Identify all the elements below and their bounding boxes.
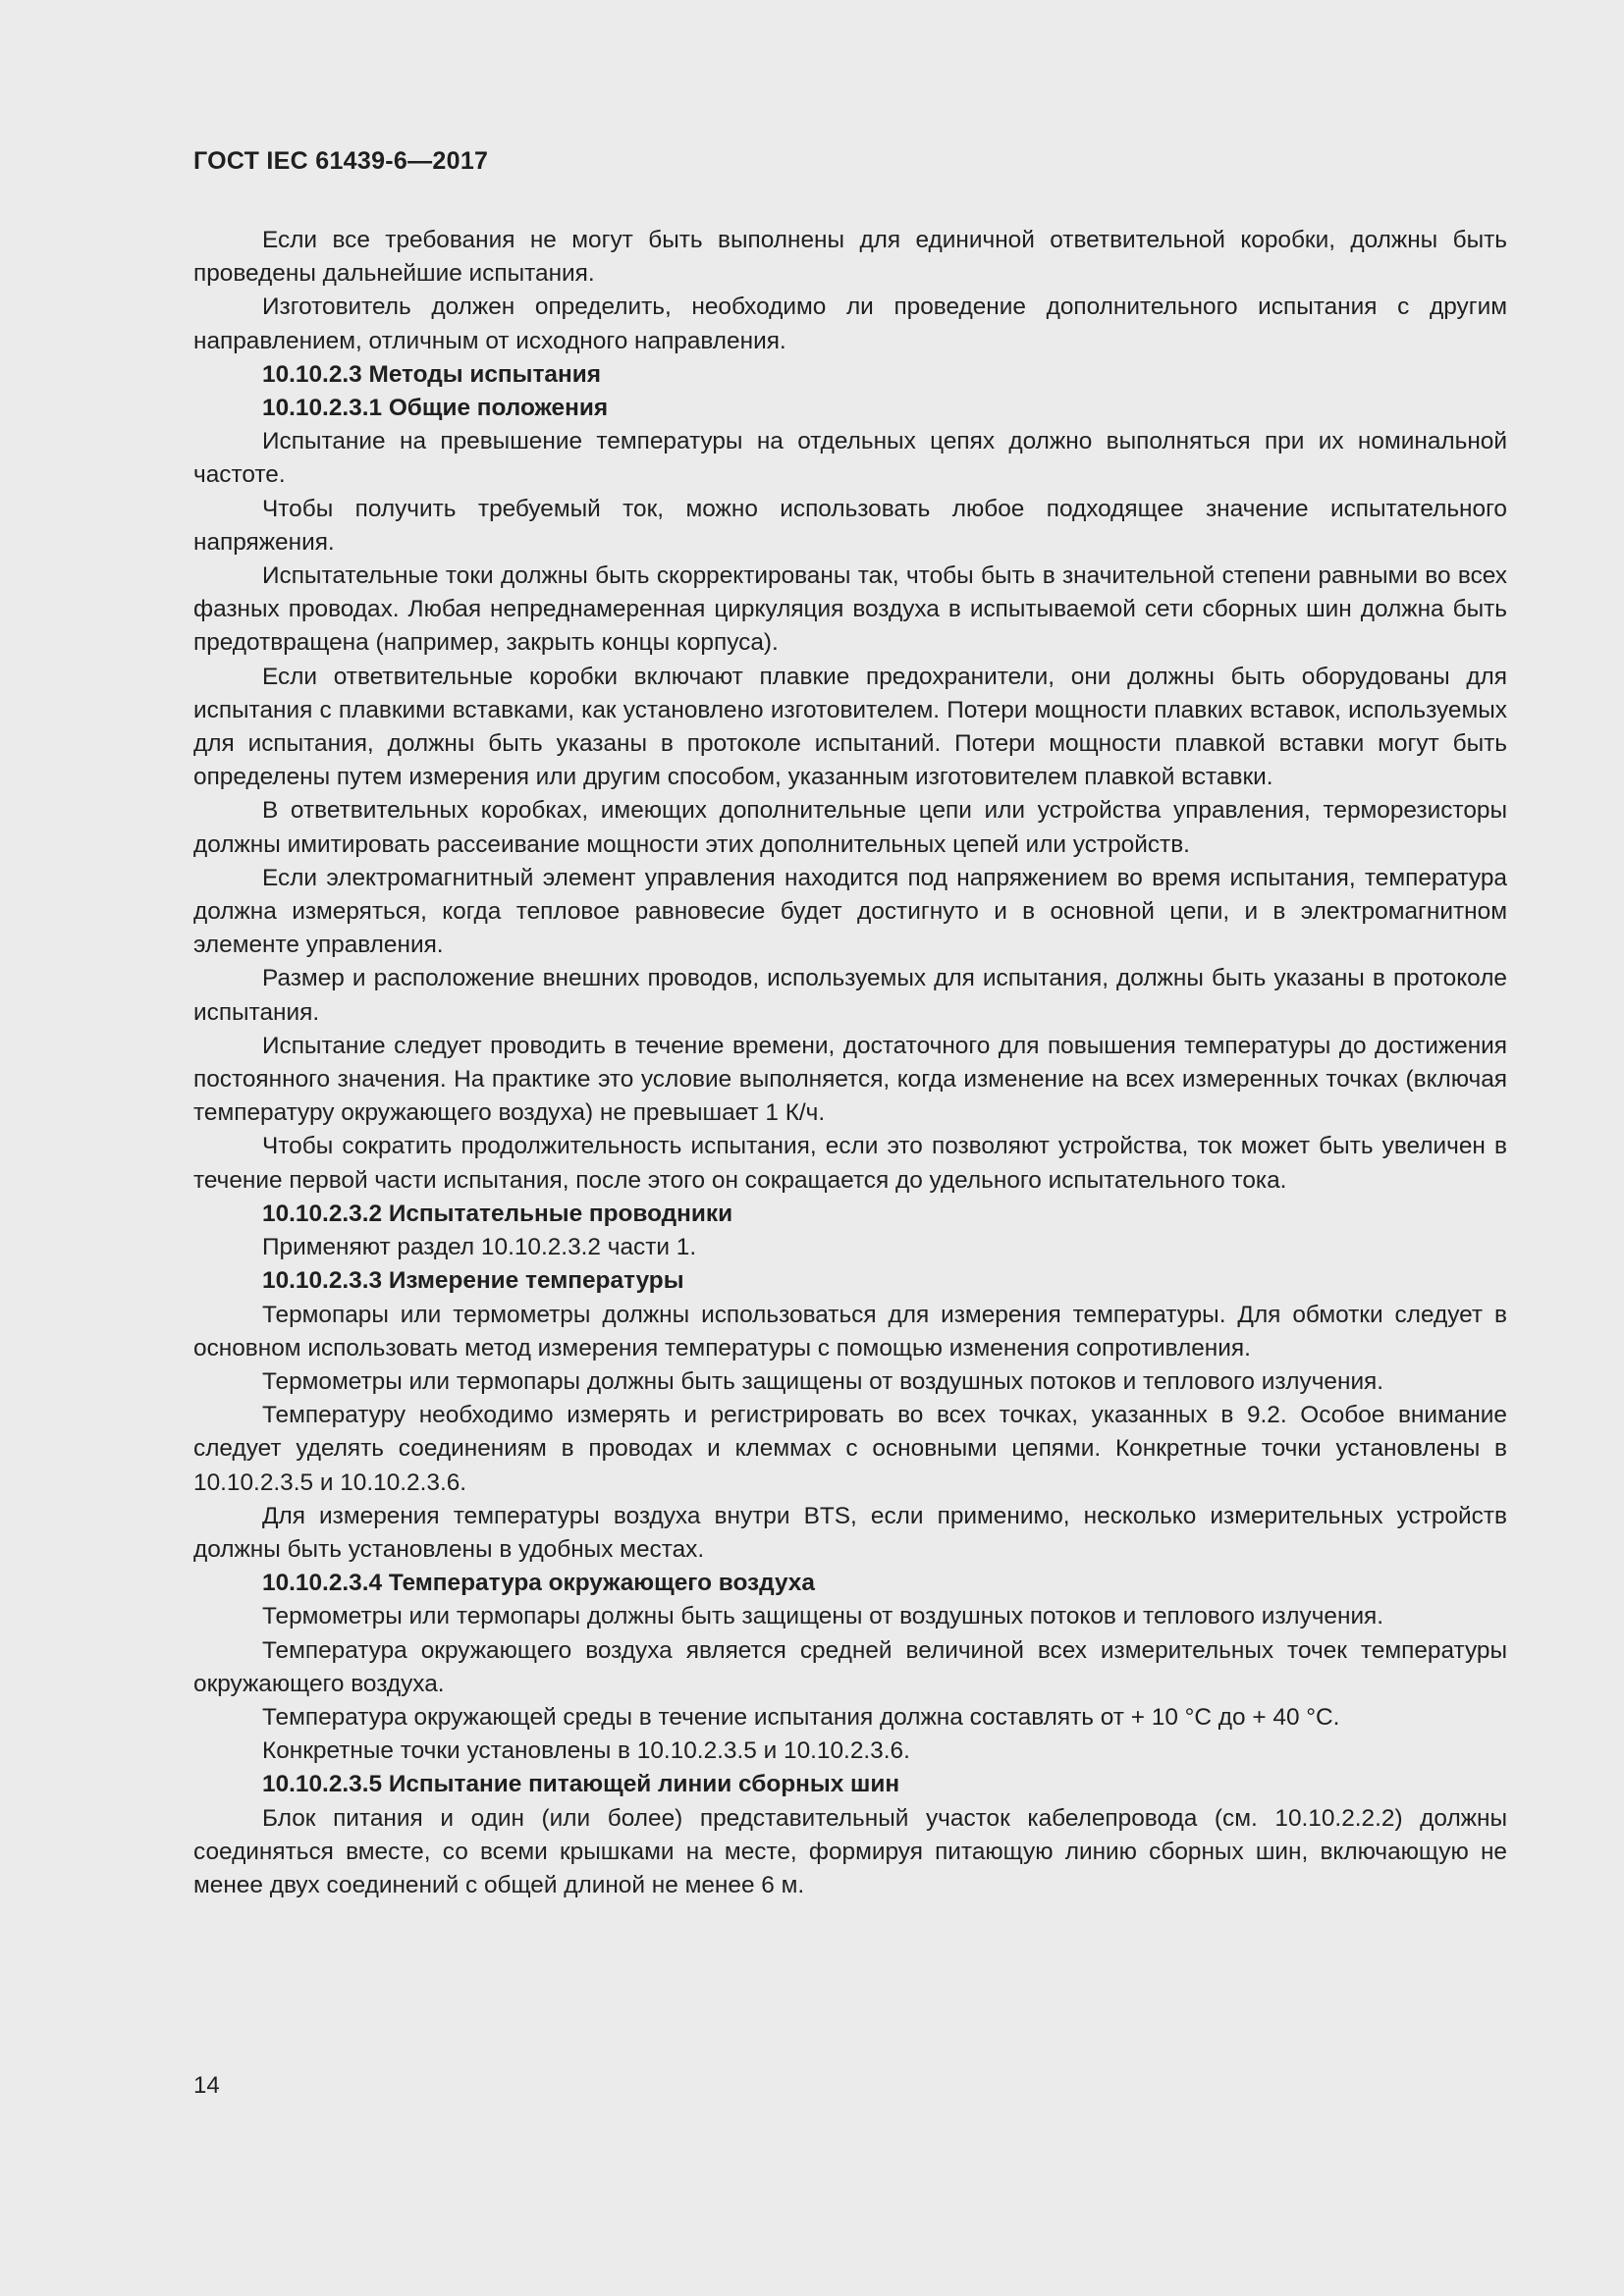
paragraph: Конкретные точки установлены в 10.10.2.3.5 и 10.10.2.3.6. <box>262 1737 910 1765</box>
page-number: 14 <box>193 2072 220 2099</box>
paragraph: Блок питания и один (или более) представительный участок кабелепровода (см. 10.10.2.2.2) должны соединяться вместе, со всеми крышками на месте, формируя питающую линию сборных шин, включающую не менее двух соединений с общей длиной не менее 6 м. <box>193 1804 1507 1898</box>
paragraph: Термометры или термопары должны быть защищены от воздушных потоков и теплового излучения. <box>262 1603 1384 1630</box>
section-heading: 10.10.2.3.1 Общие положения <box>262 395 609 422</box>
section-heading: 10.10.2.3.4 Температура окружающего воздуха <box>262 1570 815 1597</box>
paragraph: Температуру необходимо измерять и регистрировать во всех точках, указанных в 9.2. Особое внимание следует уделять соединениям в проводах и клеммах с основными цепями. Конкретные точки установлены в 10.10.2.3.5 и 10.10.2.3.6. <box>193 1402 1507 1496</box>
paragraph: Термометры или термопары должны быть защищены от воздушных потоков и теплового излучения. <box>262 1367 1384 1395</box>
section-heading: 10.10.2.3.3 Измерение температуры <box>262 1267 684 1295</box>
paragraph: Чтобы получить требуемый ток, можно использовать любое подходящее значение испытательного напряжения. <box>193 495 1507 556</box>
paragraph: Чтобы сократить продолжительность испытания, если это позволяют устройства, ток может быть увеличен в течение первой части испытания, после этого он сокращается до удельного испытательного тока. <box>193 1133 1507 1194</box>
paragraph: Размер и расположение внешних проводов, используемых для испытания, должны быть указаны в протоколе испытания. <box>193 965 1507 1026</box>
paragraph: В ответвительных коробках, имеющих дополнительные цепи или устройства управления, терморезисторы должны имитировать рассеивание мощности этих дополнительных цепей или устройств. <box>193 797 1507 858</box>
paragraph: Если электромагнитный элемент управления находится под напряжением во время испытания, температура должна измеряться, когда тепловое равновесие будет достигнуто и в основной цепи, и в электромагнитном элементе управления. <box>193 864 1507 959</box>
document-code-header: ГОСТ IEC 61439-6—2017 <box>193 147 489 175</box>
section-heading: 10.10.2.3.5 Испытание питающей линии сборных шин <box>262 1771 900 1798</box>
paragraph: Испытание на превышение температуры на отдельных цепях должно выполняться при их номинальной частоте. <box>193 428 1507 489</box>
paragraph: Если ответвительные коробки включают плавкие предохранители, они должны быть оборудованы для испытания с плавкими вставками, как установлено изготовителем. Потери мощности плавких вставок, используемых для испытания, должны быть указаны в протоколе испытаний. Потери мощности плавкой вставки могут быть определены путем измерения или другим способом, указанным изготовителем плавкой вставки. <box>193 663 1507 791</box>
paragraph: Применяют раздел 10.10.2.3.2 части 1. <box>262 1234 697 1261</box>
paragraph: Испытательные токи должны быть скорректированы так, чтобы быть в значительной степени равными во всех фазных проводах. Любая непреднамеренная циркуляция воздуха в испытываемой сети сборных шин должна быть предотвращена (например, закрыть концы корпуса). <box>193 562 1507 657</box>
paragraph: Испытание следует проводить в течение времени, достаточного для повышения температуры до достижения постоянного значения. На практике это условие выполняется, когда изменение на всех измеренных точках (включая температуру окружающего воздуха) не превышает 1 К/ч. <box>193 1032 1507 1127</box>
paragraph: Температура окружающей среды в течение испытания должна составлять от + 10 °С до + 40 °С. <box>262 1703 1340 1731</box>
section-heading: 10.10.2.3 Методы испытания <box>262 360 601 388</box>
section-heading: 10.10.2.3.2 Испытательные проводники <box>262 1200 733 1227</box>
paragraph: Если все требования не могут быть выполнены для единичной ответвительной коробки, должны быть проведены дальнейшие испытания. <box>193 227 1507 288</box>
paragraph: Температура окружающего воздуха является средней величиной всех измерительных точек температуры окружающего воздуха. <box>193 1636 1507 1697</box>
document-body <box>193 224 1507 1902</box>
paragraph: Термопары или термометры должны использоваться для измерения температуры. Для обмотки следует в основном использовать метод измерения температуры с помощью изменения сопротивления. <box>193 1301 1507 1362</box>
paragraph: Для измерения температуры воздуха внутри BTS, если применимо, несколько измерительных устройств должны быть установлены в удобных местах. <box>193 1502 1507 1563</box>
paragraph: Изготовитель должен определить, необходимо ли проведение дополнительного испытания с другим направлением, отличным от исходного направления. <box>193 294 1507 354</box>
